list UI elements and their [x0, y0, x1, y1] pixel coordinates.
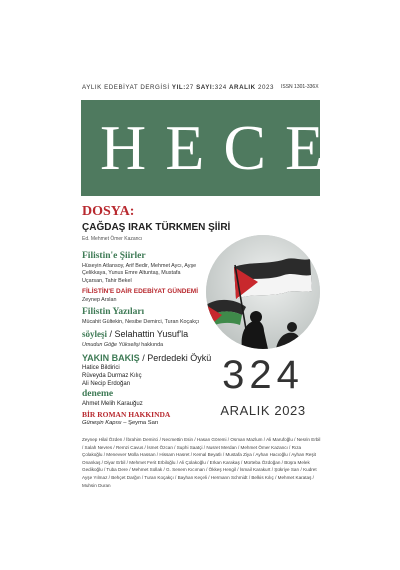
author-name: Rüveyda Durmaz Kılıç [82, 373, 142, 379]
interview-title [82, 329, 188, 339]
section-title: Filistin Yazıları [82, 307, 145, 317]
year-text: 2023 [258, 84, 274, 91]
month-label: ARALIK [229, 84, 256, 91]
section-authors: Mücahit Gültekin, Nesibe Demirci, Turan Koçakçı [82, 319, 200, 325]
section-title: Filistin'e Şiirler [82, 251, 146, 261]
novel-title: Güneşin Kapısı [82, 420, 122, 426]
novel-review-title: BİR ROMAN HAKKINDA [82, 410, 171, 419]
flag-silhouette-illustration [206, 235, 320, 349]
essay-title: deneme [82, 389, 114, 399]
dosya-editor: Ed. Mehmet Ömer Kazancı [82, 236, 143, 242]
issue-label: SAYI: [196, 84, 215, 91]
issn: ISSN 1301-336X [281, 84, 319, 90]
year-label: YIL: [171, 84, 186, 91]
interview-label: söyleşi [82, 329, 108, 339]
year-number: 27 [185, 84, 194, 91]
magazine-type: AYLIK EDEBİYAT DERGİSİ [82, 84, 170, 91]
dosya-title: ÇAĞDAŞ IRAK TÜRKMEN ŞİİRİ [82, 222, 231, 233]
interview-book-title: Umudun Göğe Yükselişi [82, 342, 140, 348]
essay-author: Ahmet Melih Karauğuz [82, 401, 143, 407]
author-name: Ali Necip Erdoğan [82, 381, 131, 387]
interview-topic-suffix: hakkında [139, 342, 164, 348]
interview-topic [82, 342, 163, 349]
palestine-flag-photo [206, 235, 320, 349]
section-authors: Zeynep Arslan [82, 297, 117, 303]
close-look-label: YAKIN BAKIŞ [82, 353, 140, 363]
novel-review-line [82, 420, 158, 426]
novel-reviewer: – Şeyma Sarı [121, 420, 159, 426]
section-title: FİLİSTİN'E DAİR EDEBİYAT GÜNDEMİ [82, 288, 199, 295]
section-authors: Hüseyin Atlansoy, Arif Bedir, Mehmet Aycı, Ayşe Çelikkaya, Yunus Emre Altuntaş, Mustafa Uçarsan, Tahir Bekel [82, 263, 197, 284]
author-name: Hatice Bildirici [82, 365, 120, 371]
dosya-label: DOSYA: [82, 204, 135, 219]
close-look-title [82, 353, 211, 363]
issue-number: 324 [222, 353, 304, 397]
magazine-logo: HECE [100, 112, 344, 183]
contributors-list: Zeynep Hilal Özden / İbrahim Demirci / Necmettin Esin / Hasan Göremi / Osman Mazlum / Ali Marufoğlu / Nesrin Erbil / Salah Nevres / Remzi Cavus / İsmet Özcan / Suphi Saatçi / Nusret Merdan / Mehmet Ömer Kazancı / Rıza Çolakoğlu / Menevver Molla Hassan / Hissam Hasret / Kemal Beyatlı / Mustafa Ziya / Ayhan Hacıoğlu / Ayhan Reşit Onankaş / Diyar Erbil / Mehmet Ferit Erbiloğlu / Ali Çolakoğlu / Erkan Karakaş / Mürteba Özdoğan / Büşra Melek Gedikoğlu / Tuba Dere / Mehmet Sollak / G. Senem Kıcıman / Ökkeş Hengil / İsmail Karakurt / Şükriye Sarı / Kudret Ayşe Yılmaz / Behçet Darğın / Turan Koçakçı / Bayhan Keçeli / Hermann Schmidt / Belkis Kılıç / Mehmet Karataş / Muhsin Duran [82, 437, 321, 488]
issue-number-small: 324 [214, 84, 227, 91]
issue-date: ARALIK 2023 [220, 403, 306, 418]
close-look-authors [82, 364, 192, 388]
interview-subject: / Selahattin Yusuf'la [107, 329, 189, 339]
close-look-subtitle: / Perdedeki Öykü [139, 353, 212, 363]
